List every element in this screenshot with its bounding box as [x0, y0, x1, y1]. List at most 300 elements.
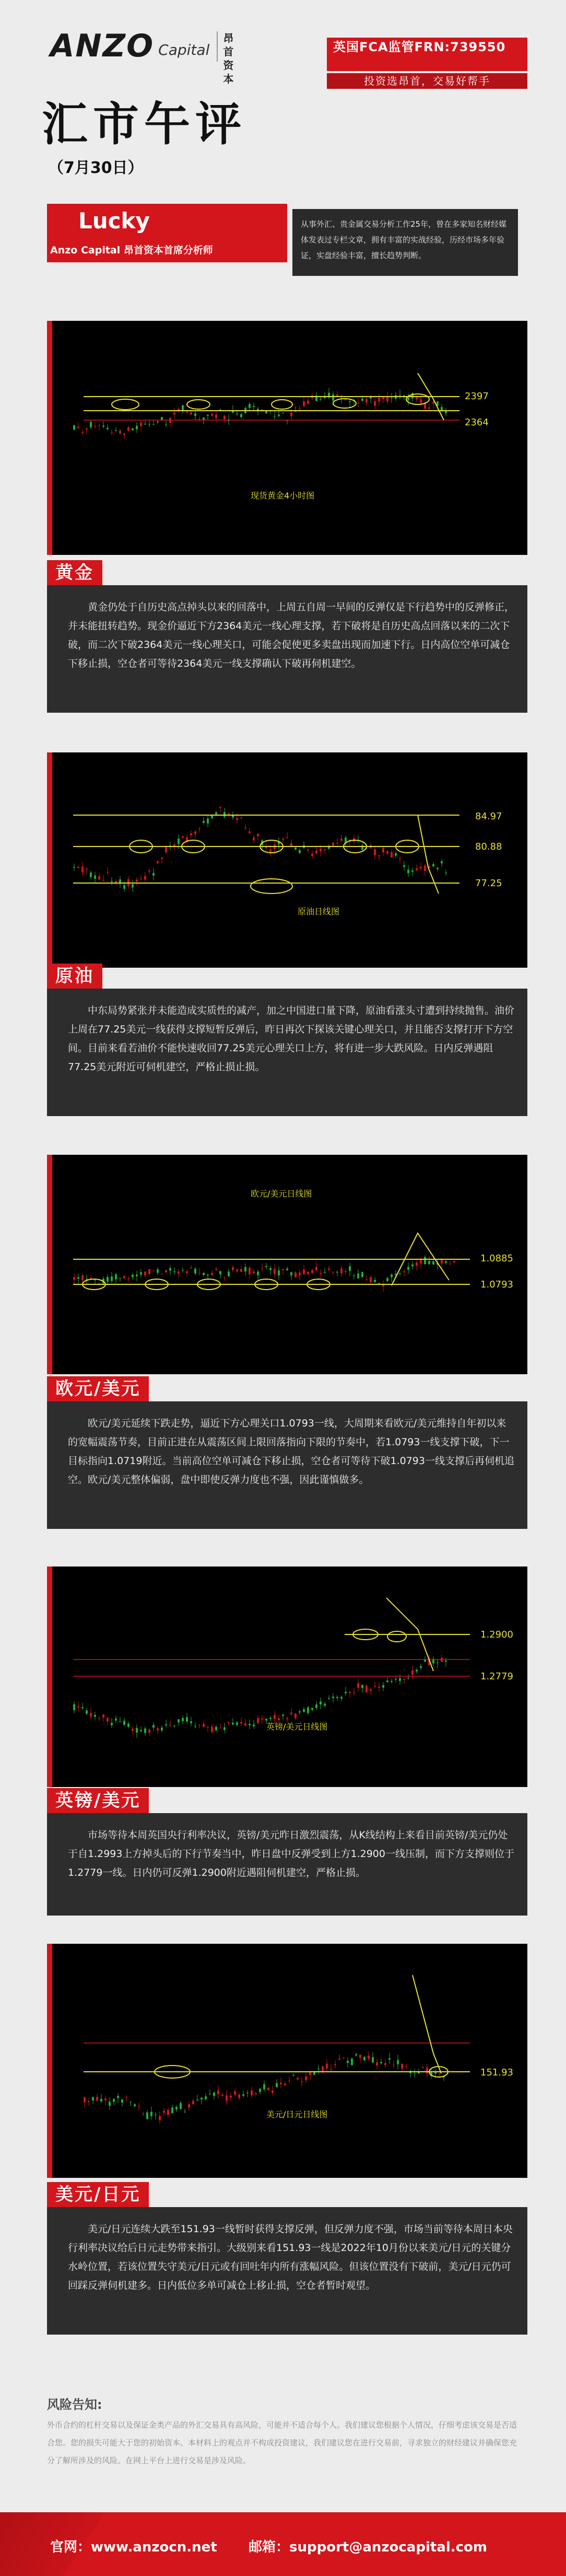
candle-body: [324, 1272, 326, 1273]
candle-body: [399, 395, 401, 396]
anzo-logo: [50, 28, 242, 85]
candle-body: [401, 2064, 403, 2069]
candle-body: [165, 1270, 167, 1272]
candle-body: [426, 2068, 428, 2073]
candle-body: [278, 415, 280, 416]
candle-body: [211, 414, 213, 415]
candle-body: [123, 1276, 125, 1279]
candle-body: [286, 1269, 288, 1270]
candle-body: [382, 1685, 384, 1688]
gold-chart-svg: [52, 321, 527, 555]
candle-body: [140, 423, 142, 426]
candle-body: [328, 1698, 330, 1699]
candle-body: [111, 1277, 113, 1281]
candle-body: [286, 837, 288, 838]
candle-body: [349, 1266, 351, 1271]
candle-body: [416, 1262, 418, 1266]
candle-body: [88, 2101, 90, 2102]
candle-body: [416, 1670, 418, 1672]
candle-body: [198, 1725, 201, 1726]
candle-body: [420, 399, 422, 403]
candle-body: [338, 2059, 340, 2060]
slogan-bar: 投资选昂首，交易好帮手: [327, 73, 527, 89]
candle-body: [215, 1727, 217, 1730]
candle-body: [94, 1715, 96, 1716]
candle-body: [315, 1267, 317, 1270]
candle-body: [165, 1724, 167, 1725]
candle-body: [152, 424, 155, 425]
candle-body: [418, 2072, 420, 2073]
report-date: （7月30日）: [48, 159, 144, 177]
candle-body: [115, 1719, 117, 1720]
candle-body: [167, 2110, 169, 2115]
chart-oil: [47, 752, 527, 968]
candle-body: [249, 1268, 251, 1274]
author-bio: 从事外汇、贵金属交易分析工作25年，曾在多家知名财经媒体发表过专栏文章，拥有丰富的实战经验，历经市场多年验证，实盘经验丰富，擅长趋势判断。: [292, 209, 518, 276]
candle-body: [194, 413, 196, 416]
candle-body: [403, 865, 405, 867]
fca-regulation-badge: 英国FCA监管FRN:739550: [327, 38, 527, 71]
candle-body: [178, 1271, 180, 1273]
candle-body: [157, 862, 159, 864]
candle-body: [132, 1729, 134, 1731]
candle-body: [182, 405, 184, 411]
candle-body: [407, 1677, 409, 1678]
candle-body: [274, 1269, 276, 1274]
candle-body: [152, 873, 155, 876]
usdjpy-analysis-text: 美元/日元连续大跌至151.93一线暂时获得支撑反弹，但反弹力度不强，市场当前等待本周日本央行利率决议给后日元走势带来指引。大级别来看151.93一线是2022年10月份以来美元/日元的关键分水岭位置，若该位置失守美元/日元或有回吐年内所有涨幅风险。但该位置没有下破前，美元/日元仍可回踩反弹伺机建多。日内低位多单可减仓上移止损，空仓者暂时观望。: [47, 2207, 527, 2335]
candle-body: [178, 1719, 180, 1722]
candle-body: [445, 1261, 447, 1263]
oil-level-1: 84.97: [475, 811, 502, 822]
candle-body: [244, 1267, 246, 1272]
candle-body: [322, 2067, 324, 2072]
candle-body: [77, 867, 79, 868]
candle-body: [391, 1681, 393, 1682]
candle-body: [395, 853, 397, 856]
candle-body: [215, 1269, 217, 1270]
candle-body: [251, 2091, 253, 2095]
candle-body: [399, 1678, 401, 1681]
candle-body: [292, 2075, 294, 2076]
candle-body: [219, 807, 221, 808]
candle-body: [136, 426, 138, 430]
candle-body: [307, 849, 309, 850]
candle-body: [73, 425, 75, 430]
candle-body: [173, 413, 175, 415]
candle-body: [136, 880, 138, 882]
candle-body: [150, 2112, 152, 2116]
candle-body: [449, 1263, 451, 1264]
candle-body: [223, 1727, 226, 1730]
candle-body: [416, 398, 418, 400]
candle-body: [207, 415, 209, 416]
candle-body: [127, 1724, 129, 1727]
candle-body: [90, 1713, 92, 1716]
usdjpy-chart-svg: [52, 1944, 527, 2178]
candle-body: [102, 1714, 104, 1718]
candle-body: [77, 1277, 79, 1279]
candle-body: [132, 884, 134, 887]
candle-body: [388, 2058, 391, 2060]
candle-body: [121, 2099, 123, 2103]
candle-body: [432, 864, 434, 866]
candle-body: [136, 1728, 138, 1733]
candle-body: [134, 2104, 136, 2106]
candle-body: [257, 834, 259, 836]
candle-body: [278, 1719, 280, 1720]
candle-body: [376, 2062, 378, 2066]
footer-website[interactable]: 官网：www.anzocn.net: [50, 2539, 217, 2555]
gold-chart-label: 现货黄金4小时图: [251, 491, 315, 501]
candle-body: [203, 1724, 205, 1727]
candle-body: [278, 1270, 280, 1275]
gbpusd-chart-svg: [52, 1567, 527, 1787]
candle-body: [403, 1271, 405, 1272]
candle-body: [309, 2072, 311, 2075]
candle-body: [370, 1689, 372, 1691]
candle-body: [320, 1701, 322, 1704]
candle-body: [92, 2097, 94, 2101]
candle-body: [259, 2088, 261, 2092]
candle-body: [123, 885, 125, 889]
candle-body: [86, 1710, 88, 1713]
candle-body: [407, 1267, 409, 1270]
candle-body: [94, 875, 96, 878]
gbpusd-level-2: 1.2779: [480, 1671, 513, 1682]
candle-body: [190, 412, 192, 414]
candle-body: [148, 1730, 150, 1733]
candle-body: [107, 1277, 109, 1282]
candle-body: [441, 861, 443, 863]
candle-body: [420, 1260, 422, 1263]
usdjpy-chart-label: 美元/日元日线图: [266, 2109, 328, 2119]
candle-body: [420, 1666, 422, 1668]
candle-body: [269, 850, 272, 852]
candle-body: [411, 1670, 414, 1675]
candle-body: [311, 854, 313, 856]
candle-body: [215, 813, 217, 815]
candle-body: [437, 868, 439, 869]
candle-body: [384, 2063, 386, 2065]
candle-body: [192, 2101, 194, 2104]
logo-capital: Capital: [158, 41, 210, 59]
candle-body: [297, 2078, 299, 2080]
oil-analysis-text: 中东局势紧张并未能造成实质性的减产，加之中国进口量下降，原油看涨头寸遭到持续抛售。油价上周在77.25美元一线获得支撑短暂反弹后，昨日再次下探该关键心理关口，并且能否支撑打开下方空间。目前来看若油价不能快速收回77.25美元心理关口上方，将有进一步大跌风险。日内反弹遇阻77.25美元附近可伺机建空，严格止损止损。: [47, 989, 527, 1116]
candle-body: [272, 2091, 274, 2093]
oil-level-3: 77.25: [475, 878, 502, 889]
page-title: 汇市午评: [42, 97, 247, 151]
candle-body: [357, 1684, 359, 1688]
candle-body: [311, 1708, 313, 1710]
candle-body: [111, 1723, 113, 1725]
candle-body: [240, 414, 242, 417]
candle-body: [324, 850, 326, 851]
candle-body: [148, 1269, 150, 1274]
candle-body: [182, 836, 184, 838]
candle-body: [313, 2072, 315, 2074]
candle-body: [81, 866, 84, 872]
chart-gold: [47, 321, 527, 555]
candle-body: [165, 847, 167, 852]
candle-body: [336, 1697, 338, 1698]
candle-body: [232, 1267, 234, 1270]
candle-body: [102, 425, 104, 426]
candle-body: [374, 849, 376, 855]
candle-body: [228, 1722, 230, 1723]
candle-body: [255, 2093, 257, 2094]
candle-body: [123, 1721, 125, 1725]
candle-body: [378, 1283, 380, 1284]
candle-body: [207, 819, 209, 823]
candle-body: [194, 1269, 196, 1273]
candle-body: [215, 414, 217, 418]
candle-body: [351, 2059, 353, 2066]
candle-body: [274, 1715, 276, 1719]
candle-body: [299, 1711, 301, 1712]
candle-body: [305, 2076, 307, 2081]
candle-body: [90, 422, 92, 427]
candle-body: [299, 1272, 301, 1275]
candle-body: [136, 1274, 138, 1276]
candle-body: [107, 428, 109, 430]
logo-chinese: 昂首 资本: [217, 31, 242, 62]
candle-body: [332, 1272, 334, 1273]
candle-body: [294, 1272, 297, 1277]
candle-body: [361, 1685, 363, 1688]
candle-body: [386, 1680, 388, 1682]
candle-body: [299, 850, 301, 853]
candle-body: [386, 397, 388, 402]
candle-body: [104, 2098, 107, 2100]
candle-body: [307, 1272, 309, 1274]
oil-level-2: 80.88: [475, 841, 502, 852]
candle-body: [253, 406, 255, 407]
candle-body: [230, 2096, 232, 2098]
candle-body: [290, 843, 292, 846]
candle-body: [203, 821, 205, 823]
candle-body: [330, 2069, 332, 2070]
oil-chart-svg: [52, 752, 527, 968]
chart-eurusd: [47, 1155, 527, 1374]
candle-body: [370, 1277, 372, 1282]
candle-body: [378, 855, 380, 856]
candle-body: [311, 1270, 313, 1273]
candle-body: [171, 2107, 173, 2113]
candle-body: [357, 1273, 359, 1278]
eurusd-level-1: 1.0885: [480, 1253, 513, 1264]
candle-body: [374, 1686, 376, 1687]
candle-body: [123, 434, 125, 435]
candle-body: [340, 839, 343, 841]
candle-body: [144, 1728, 146, 1733]
candle-body: [223, 812, 226, 817]
page-footer: [0, 2512, 566, 2576]
candle-body: [81, 1275, 84, 1280]
candle-body: [265, 1266, 267, 1267]
candle-body: [236, 1722, 238, 1725]
candle-body: [340, 1697, 343, 1699]
section-tag-oil: 原油: [47, 964, 102, 989]
candle-body: [320, 849, 322, 851]
candle-body: [347, 2061, 349, 2063]
section-tag-eurusd: 欧元/美元: [47, 1376, 149, 1401]
candle-body: [157, 422, 159, 423]
candle-body: [178, 839, 180, 844]
candle-body: [96, 2097, 98, 2101]
candle-body: [428, 408, 430, 409]
candle-body: [380, 2062, 382, 2063]
candle-body: [190, 1721, 192, 1723]
candle-body: [201, 2098, 203, 2099]
candle-body: [432, 402, 434, 403]
candle-body: [211, 1726, 213, 1732]
candle-body: [353, 1275, 355, 1276]
candle-body: [336, 394, 338, 396]
candle-body: [416, 868, 418, 871]
candle-body: [395, 1679, 397, 1680]
candle-body: [261, 1268, 263, 1269]
candle-body: [284, 2084, 286, 2085]
candle-body: [190, 833, 192, 836]
candle-body: [211, 816, 213, 818]
candle-body: [445, 411, 447, 413]
candle-body: [307, 401, 309, 404]
candle-body: [286, 1718, 288, 1719]
candle-body: [161, 857, 163, 858]
candle-body: [115, 1274, 117, 1280]
candle-body: [253, 838, 255, 841]
candle-body: [382, 1285, 384, 1286]
candle-body: [98, 425, 100, 426]
candle-body: [86, 428, 88, 430]
website-link[interactable]: www.anzocn.net: [91, 2539, 217, 2555]
candle-body: [399, 858, 401, 859]
candle-body: [315, 1704, 317, 1708]
candle-body: [140, 1730, 142, 1731]
candle-body: [129, 2102, 132, 2103]
candle-body: [332, 394, 334, 401]
candle-body: [217, 2091, 219, 2094]
page-header: [0, 0, 566, 264]
email-link[interactable]: support@anzocapital.com: [289, 2539, 487, 2555]
candle-body: [184, 2112, 186, 2113]
eurusd-analysis-text: 欧元/美元延续下跌走势，逼近下方心理关口1.0793一线，大周期来看欧元/美元维持自年初以来的宽幅震荡节奏，目前正进在从震荡区间上限回落指向下限的节奏中，若1.0793一线支撑下破，下一目标指向1.0719附近。当前高位空单可减仓下移止损，空仓者可等待下破1.0793一线支撑后再伺机追空。欧元/美元整体偏弱，盘中即使反弹力度也不强，因此谨慎做多。: [47, 1401, 527, 1529]
candle-body: [132, 1274, 134, 1277]
candle-body: [368, 2056, 370, 2059]
candle-body: [175, 2107, 178, 2109]
candle-body: [119, 1721, 121, 1722]
candle-body: [378, 1687, 380, 1688]
candle-body: [365, 1686, 368, 1692]
candle-body: [422, 2067, 424, 2068]
candle-body: [265, 1719, 267, 1721]
candle-body: [182, 1718, 184, 1721]
candle-body: [186, 1271, 188, 1273]
candle-body: [328, 1269, 330, 1270]
candle-body: [140, 1272, 142, 1274]
candle-body: [290, 1272, 292, 1275]
candle-body: [391, 852, 393, 857]
candle-body: [186, 411, 188, 412]
candle-body: [94, 426, 96, 427]
candle-body: [332, 843, 334, 846]
chart-gbpusd: [47, 1567, 527, 1787]
candle-body: [299, 408, 301, 409]
candle-body: [219, 1271, 221, 1274]
candle-body: [332, 1697, 334, 1698]
candle-body: [263, 2084, 265, 2090]
candle-body: [280, 2083, 282, 2084]
eurusd-chart-label: 欧元/美元日线图: [251, 1189, 312, 1199]
candle-body: [234, 2091, 236, 2095]
author-name: Lucky: [78, 208, 150, 234]
candle-body: [411, 1264, 414, 1267]
candle-body: [244, 1723, 246, 1725]
candle-body: [269, 1718, 272, 1719]
candle-body: [397, 2060, 399, 2064]
candle-body: [441, 1260, 443, 1263]
candle-body: [232, 816, 234, 818]
candle-body: [213, 2093, 215, 2096]
candle-body: [186, 1717, 188, 1721]
candle-body: [240, 817, 242, 818]
candle-body: [257, 1271, 259, 1275]
risk-title: 风险告知:: [47, 2397, 102, 2412]
candle-body: [159, 2116, 161, 2120]
candle-body: [117, 2096, 119, 2098]
oil-chart-label: 原油日线图: [298, 907, 340, 916]
candle-body: [294, 848, 297, 850]
candle-body: [98, 876, 100, 879]
candle-body: [132, 428, 134, 431]
candle-body: [361, 399, 363, 401]
candle-body: [188, 2104, 190, 2107]
candle-body: [73, 867, 75, 868]
candle-body: [98, 1718, 100, 1719]
candle-body: [148, 424, 150, 425]
candle-body: [290, 413, 292, 416]
candle-body: [257, 1718, 259, 1723]
candle-body: [290, 1713, 292, 1714]
candle-body: [269, 1268, 272, 1270]
candle-body: [441, 407, 443, 411]
candle-body: [205, 2096, 207, 2099]
candle-body: [73, 1277, 75, 1280]
candle-body: [115, 430, 117, 431]
candle-body: [157, 1269, 159, 1273]
candle-body: [303, 1269, 305, 1274]
candle-body: [119, 1278, 121, 1279]
candle-body: [267, 2088, 269, 2090]
candle-body: [282, 1715, 284, 1716]
footer-email[interactable]: 邮箱：support@anzocapital.com: [249, 2539, 487, 2555]
candle-body: [226, 2095, 228, 2101]
candle-body: [240, 1722, 242, 1724]
candle-body: [180, 2103, 182, 2109]
candle-body: [165, 424, 167, 425]
candle-body: [138, 2106, 140, 2107]
candle-body: [81, 432, 84, 433]
candle-body: [242, 2094, 244, 2096]
candle-body: [107, 1718, 109, 1721]
candle-body: [303, 401, 305, 406]
candle-body: [198, 828, 201, 829]
candle-body: [203, 1273, 205, 1275]
candle-body: [399, 1273, 401, 1274]
candle-body: [282, 1269, 284, 1270]
candle-body: [345, 1692, 347, 1693]
